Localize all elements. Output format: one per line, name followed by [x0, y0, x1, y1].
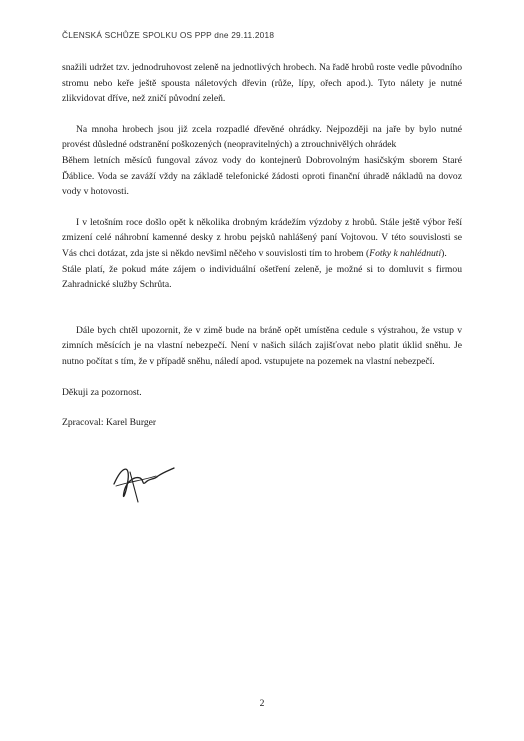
document-body — [62, 60, 462, 431]
paragraph-water: Během letních měsíců fungoval závoz vody do kontejnerů Dobrovolným hasičským sborem Staré Ďáblice. Voda se zaváží vždy na základě telefonické žádosti oproti finanční úhradě nákladů na dovoz vody v hotovosti. — [62, 154, 462, 198]
paragraph-care: Stále platí, že pokud máte zájem o individuální ošetření zeleně, je možné si to domluvit s firmou Zahradnické služby Schrůta. — [62, 263, 462, 291]
signature-image — [108, 462, 178, 504]
thefts-end: ). — [441, 247, 447, 259]
prepared-by: Zpracoval: Karel Burger — [62, 417, 157, 429]
page-number: 2 — [259, 698, 265, 709]
thefts-text: I v letošním roce došlo opět k několika drobným krádežím výzdoby z hrobů. Stále ještě výbor řeší zmizení celé náhrobní kamenné desky z hrobu pejsků nahlášený paní Vojtovou. V této souvislosti se Vás chci dotázat, zda jste si někdo nevšiml něčeho v souvislosti tím to hrobem ( — [62, 216, 462, 259]
paragraph-fences: Na mnoha hrobech jsou již zcela rozpadlé dřevěné ohrádky. Nejpozději na jaře by bylo nutné provést důsledné odstranění poškozených (neopravitelných) a ztrouchnivělých ohrádek — [62, 123, 462, 151]
page-header: ČLENSKÁ SCHŮZE SPOLKU OS PPP dne 29.11.2018 — [62, 30, 275, 40]
paragraph-winter: Dále bych chtěl upozornit, že v zimě bude na bráně opět umístěna cedule s výstrahou, že vstup v zimních měsících je na vlastní nebezpečí. Není v našich silách zajišťovat nebo platit úklid sněhu. Je nutno počítat s tím, že v případě sněhu, náledí apod. vstupujete na pozemek na vlastní nebezpečí. — [62, 324, 462, 367]
photos-note: Fotky k nahlédnutí — [369, 247, 442, 259]
paragraph-greenery: snažili udržet tzv. jednodruhovost zeleně na jednotlivých hrobech. Na řadě hrobů roste vedle původního stromu nebo keře ještě spousta náletových dřevin (růže, lípy, ořech apod.). Tyto nálety je nutné zlikvidovat dříve, než zničí původní zeleň. — [62, 62, 462, 105]
paragraph-thefts — [62, 215, 462, 262]
thanks-line: Děkuji za pozornost. — [62, 386, 142, 398]
